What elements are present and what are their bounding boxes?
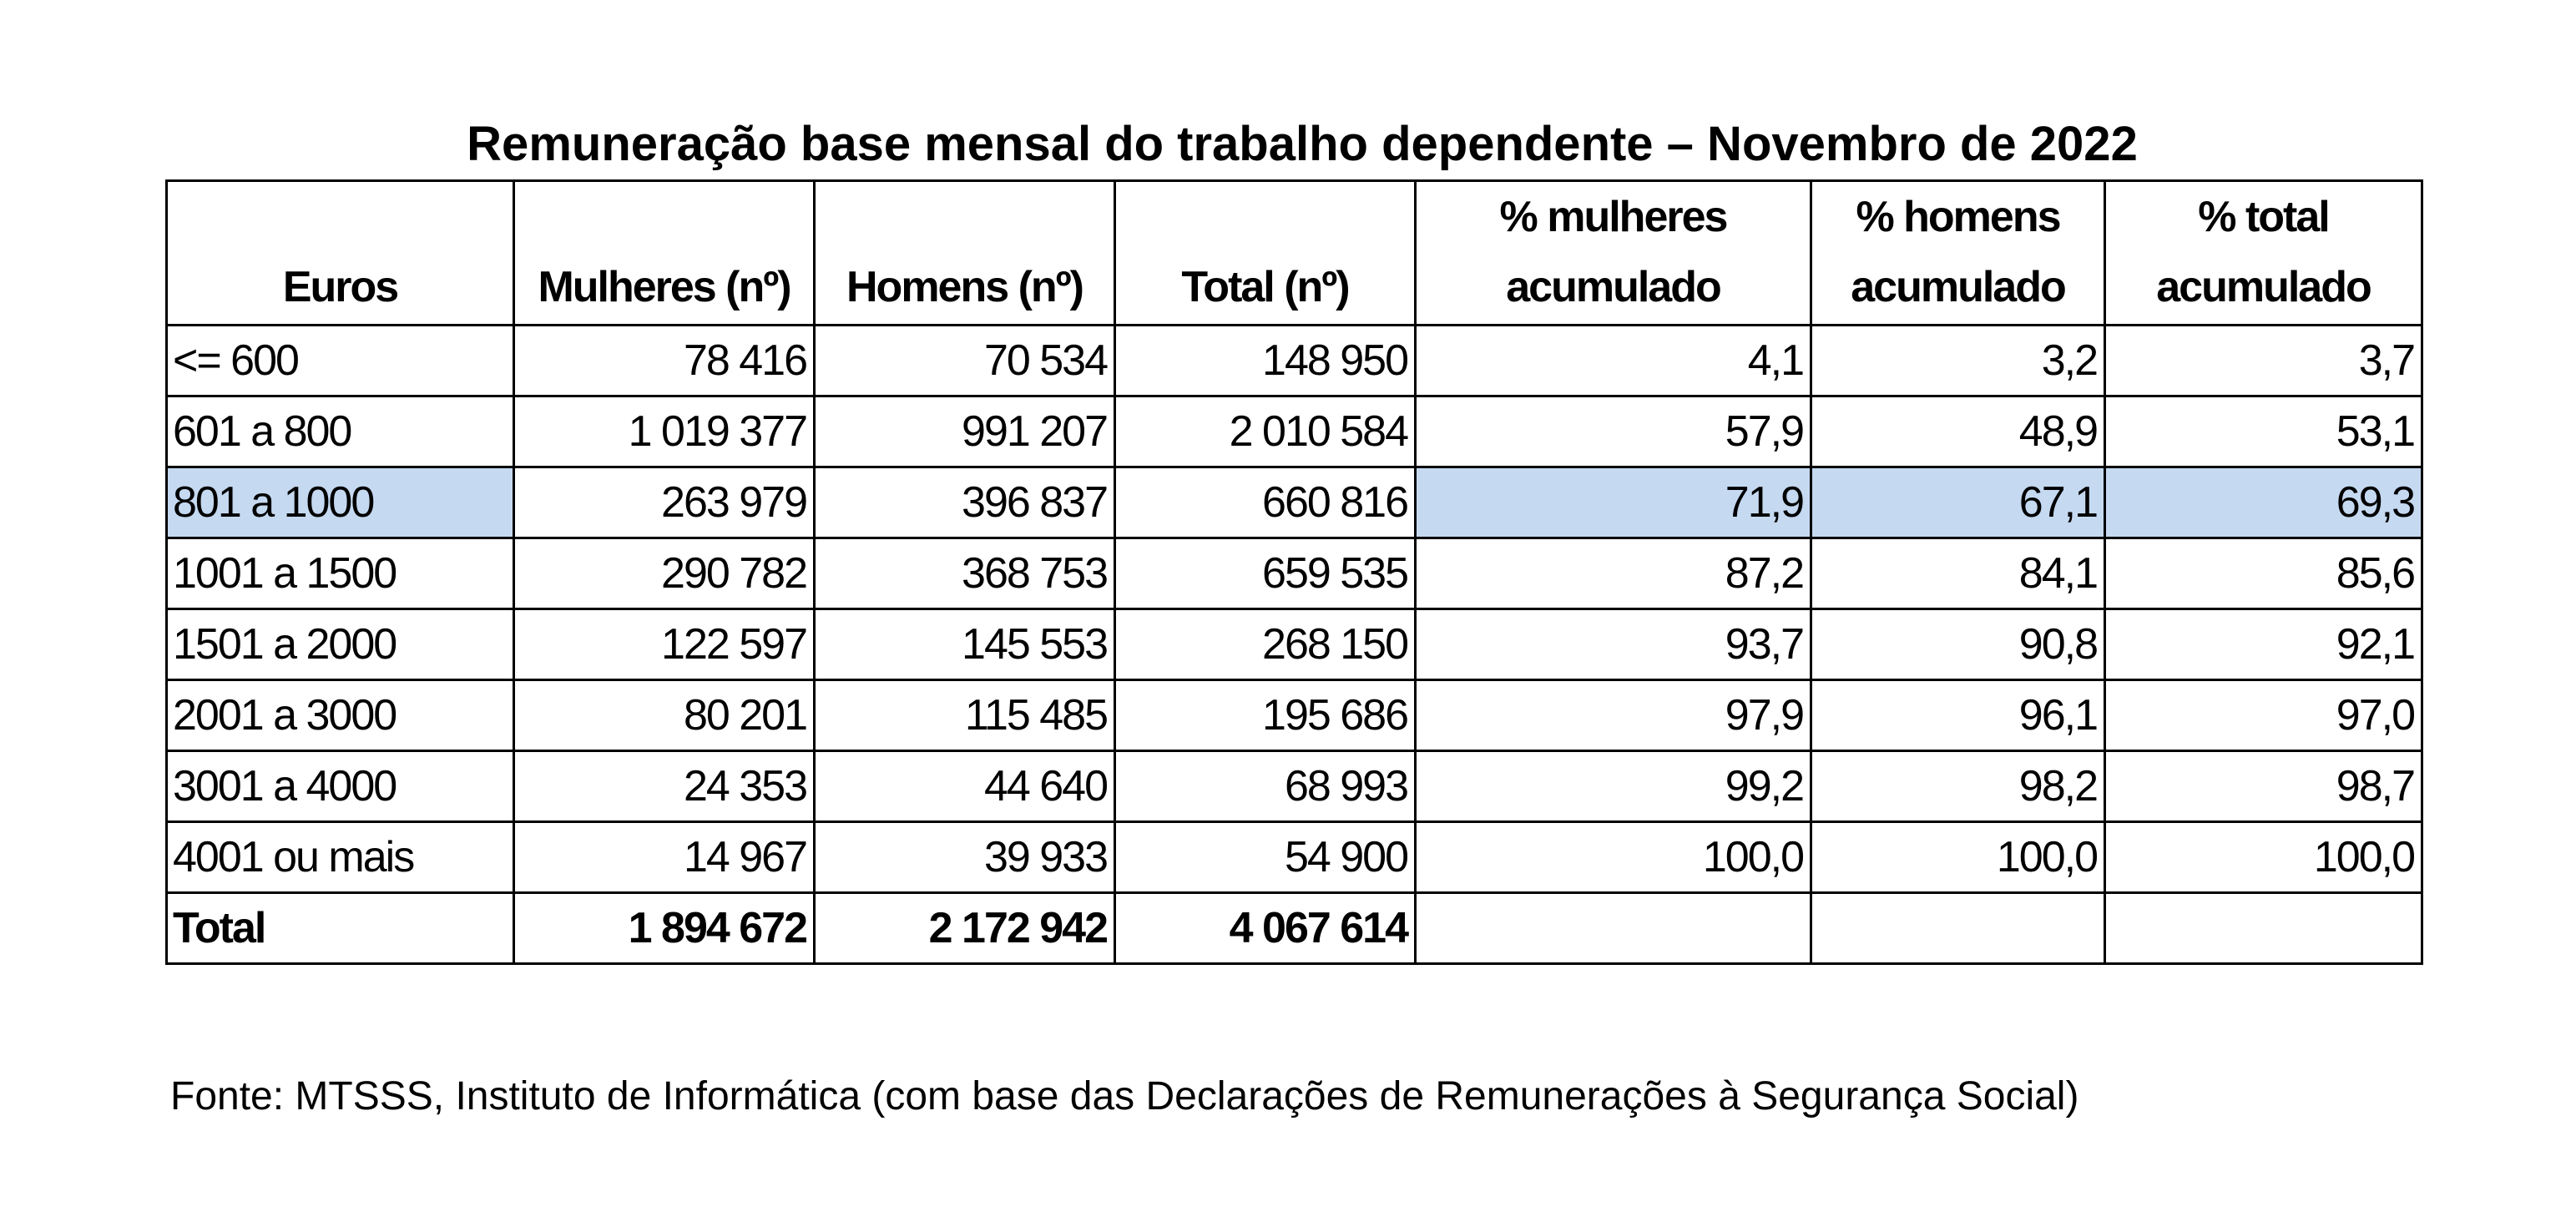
- cell-euros: Total: [167, 893, 514, 964]
- table-row: [167, 326, 2422, 396]
- cell-euros: 1501 a 2000: [167, 609, 514, 680]
- cell-euros: 601 a 800: [167, 396, 514, 467]
- cell-mulheres: 290 782: [514, 538, 815, 609]
- table-total-row: [167, 893, 2422, 964]
- col-header-mulheres: Mulheres (nº): [514, 181, 815, 326]
- cell-mulheres: 263 979: [514, 467, 815, 538]
- col-header-total: Total (nº): [1115, 181, 1416, 326]
- cell-homens: 2 172 942: [815, 893, 1115, 964]
- table-row: [167, 396, 2422, 467]
- cell-pct-mulheres: 57,9: [1416, 396, 1811, 467]
- table-row: [167, 680, 2422, 751]
- cell-total: 54 900: [1115, 822, 1416, 893]
- cell-homens: 368 753: [815, 538, 1115, 609]
- cell-pct-mulheres: 4,1: [1416, 326, 1811, 396]
- cell-euros: <= 600: [167, 326, 514, 396]
- cell-mulheres: 122 597: [514, 609, 815, 680]
- cell-euros: 1001 a 1500: [167, 538, 514, 609]
- cell-total: 2 010 584: [1115, 396, 1416, 467]
- cell-pct-mulheres: 71,9: [1416, 467, 1811, 538]
- cell-euros: 4001 ou mais: [167, 822, 514, 893]
- cell-pct-homens: 67,1: [1811, 467, 2105, 538]
- cell-mulheres: 1 894 672: [514, 893, 815, 964]
- cell-total: 659 535: [1115, 538, 1416, 609]
- cell-pct-total: 100,0: [2105, 822, 2422, 893]
- cell-homens: 70 534: [815, 326, 1115, 396]
- cell-total: 660 816: [1115, 467, 1416, 538]
- cell-pct-homens: 3,2: [1811, 326, 2105, 396]
- col-header-euros: Euros: [167, 181, 514, 326]
- cell-mulheres: 1 019 377: [514, 396, 815, 467]
- cell-homens: 991 207: [815, 396, 1115, 467]
- cell-pct-total: 69,3: [2105, 467, 2422, 538]
- table-row: [167, 751, 2422, 822]
- cell-pct-homens: 98,2: [1811, 751, 2105, 822]
- cell-homens: 396 837: [815, 467, 1115, 538]
- header-row: [167, 181, 2422, 326]
- cell-euros: 2001 a 3000: [167, 680, 514, 751]
- cell-pct-mulheres: 100,0: [1416, 822, 1811, 893]
- cell-total: 148 950: [1115, 326, 1416, 396]
- cell-pct-mulheres: 97,9: [1416, 680, 1811, 751]
- table-row: [167, 538, 2422, 609]
- col-header-pct-total: % total acumulado: [2105, 181, 2422, 326]
- cell-pct-homens: [1811, 893, 2105, 964]
- salary-table: [165, 179, 2423, 965]
- cell-pct-total: 97,0: [2105, 680, 2422, 751]
- cell-mulheres: 80 201: [514, 680, 815, 751]
- cell-homens: 145 553: [815, 609, 1115, 680]
- cell-pct-mulheres: 93,7: [1416, 609, 1811, 680]
- table-row: [167, 822, 2422, 893]
- cell-total: 4 067 614: [1115, 893, 1416, 964]
- cell-pct-homens: 84,1: [1811, 538, 2105, 609]
- cell-euros: 801 a 1000: [167, 467, 514, 538]
- cell-pct-homens: 90,8: [1811, 609, 2105, 680]
- cell-total: 195 686: [1115, 680, 1416, 751]
- table-title: Remuneração base mensal do trabalho dependente – Novembro de 2022: [467, 117, 2138, 171]
- col-header-pct-mulheres: % mulheres acumulado: [1416, 181, 1811, 326]
- cell-pct-mulheres: 87,2: [1416, 538, 1811, 609]
- cell-pct-homens: 96,1: [1811, 680, 2105, 751]
- cell-pct-mulheres: [1416, 893, 1811, 964]
- cell-mulheres: 78 416: [514, 326, 815, 396]
- cell-total: 268 150: [1115, 609, 1416, 680]
- cell-pct-total: 85,6: [2105, 538, 2422, 609]
- cell-pct-mulheres: 99,2: [1416, 751, 1811, 822]
- cell-homens: 115 485: [815, 680, 1115, 751]
- cell-mulheres: 14 967: [514, 822, 815, 893]
- cell-pct-total: 53,1: [2105, 396, 2422, 467]
- cell-pct-homens: 100,0: [1811, 822, 2105, 893]
- cell-pct-total: 92,1: [2105, 609, 2422, 680]
- col-header-homens: Homens (nº): [815, 181, 1115, 326]
- cell-mulheres: 24 353: [514, 751, 815, 822]
- cell-pct-total: 98,7: [2105, 751, 2422, 822]
- table-row: [167, 609, 2422, 680]
- cell-pct-total: [2105, 893, 2422, 964]
- cell-euros: 3001 a 4000: [167, 751, 514, 822]
- cell-pct-total: 3,7: [2105, 326, 2422, 396]
- cell-homens: 39 933: [815, 822, 1115, 893]
- source-note: Fonte: MTSSS, Instituto de Informática (com base das Declarações de Remunerações à Segurança Social): [170, 1074, 2079, 1118]
- col-header-pct-homens: % homens acumulado: [1811, 181, 2105, 326]
- cell-pct-homens: 48,9: [1811, 396, 2105, 467]
- table-row-highlighted: [167, 467, 2422, 538]
- cell-homens: 44 640: [815, 751, 1115, 822]
- cell-total: 68 993: [1115, 751, 1416, 822]
